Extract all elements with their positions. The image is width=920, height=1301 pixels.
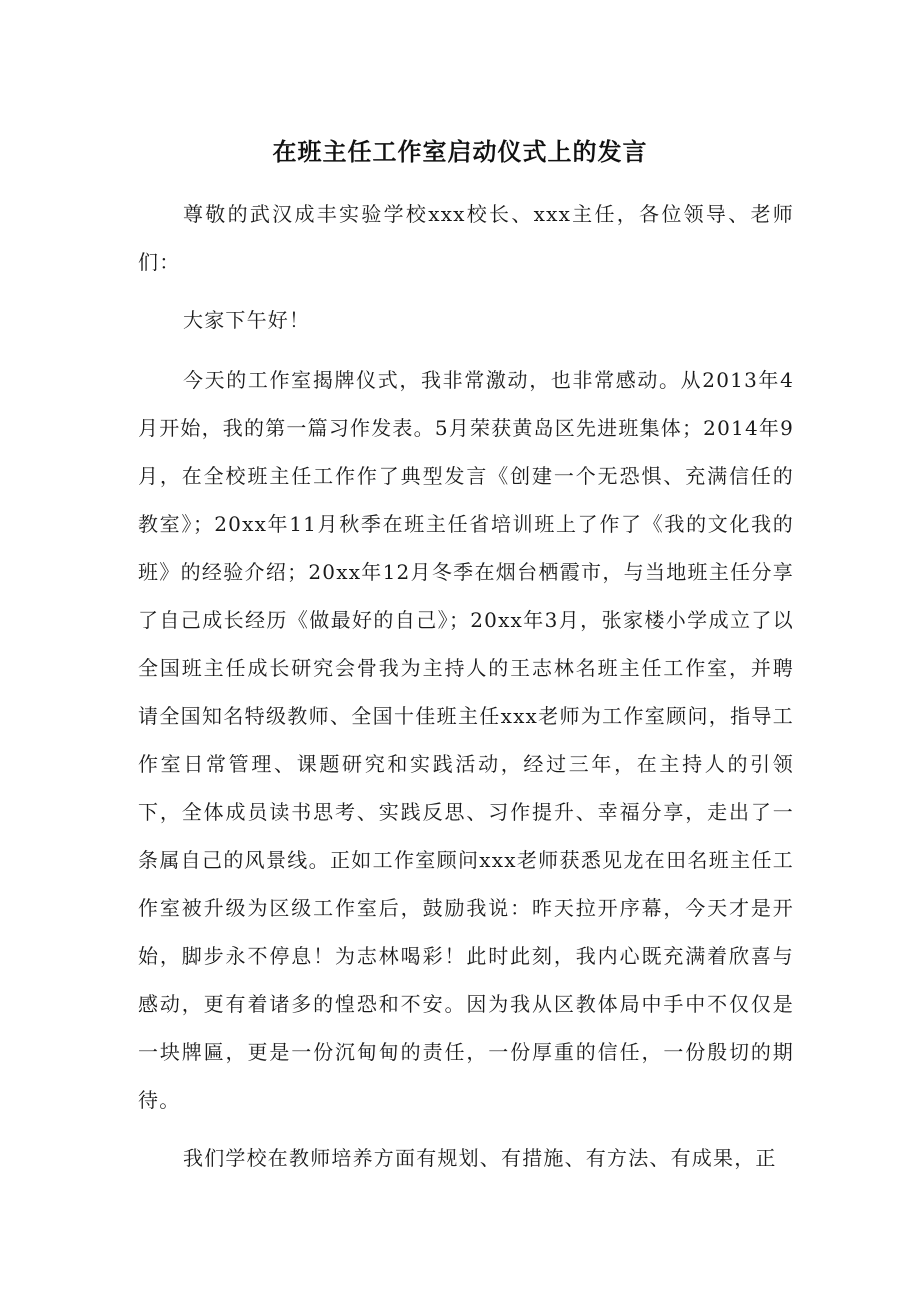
salutation-paragraph: 尊敬的武汉成丰实验学校xxx校长、xxx主任，各位领导、老师们：: [138, 202, 794, 274]
document-title: 在班主任工作室启动仪式上的发言: [272, 138, 648, 166]
last-paragraph: 我们学校在教师培养方面有规划、有措施、有方法、有成果，正: [183, 1146, 777, 1170]
main-paragraph: 今天的工作室揭牌仪式，我非常激动，也非常感动。从2013年4月开始，我的第一篇习作发表。5月荣获黄岛区先进班集体；2014年9月，在全校班主任工作作了典型发言《创建一个无恐惧、充满信任的教室》；20xx年11月秋季在班主任省培训班上了作了《我的文化我的班》的经验介绍；20xx年12月冬季在烟台栖霞市，与当地班主任分享了自己成长经历《做最好的自己》；20xx年3月，张家楼小学成立了以全国班主任成长研究会骨我为主持人的王志林名班主任工作室，并聘请全国知名特级教师、全国十佳班主任xxx老师为工作室顾问，指导工作室日常管理、课题研究和实践活动，经过三年，在主持人的引领下，全体成员读书思考、实践反思、习作提升、幸福分享，走出了一条属自己的风景线。正如工作室顾问xxx老师获悉见龙在田名班主任工作室被升级为区级工作室后，鼓励我说：昨天拉开序幕，今天才是开始，脚步永不停息！为志林喝彩！此时此刻，我内心既充满着欣喜与感动，更有着诸多的惶恐和不安。因为我从区教体局中手中不仅仅是一块牌匾，更是一份沉甸甸的责任，一份厚重的信任，一份殷切的期待。: [138, 368, 794, 1112]
greeting-paragraph: 大家下午好！: [183, 308, 311, 332]
